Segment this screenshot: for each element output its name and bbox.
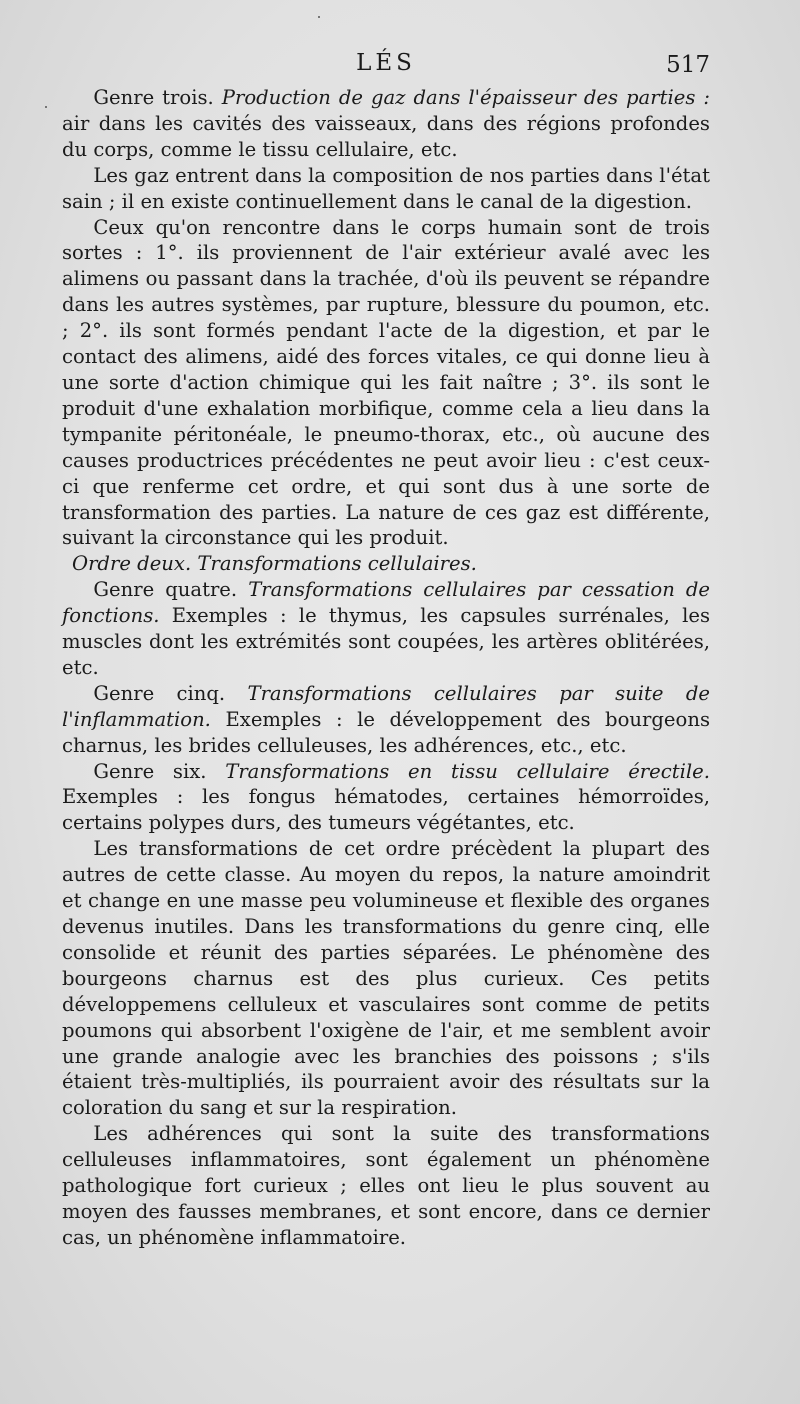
paragraph-text: Exemples : les fongus hématodes, certaines hémorroïdes, certains polypes durs, des tumeurs végétantes, etc. <box>62 785 710 835</box>
paragraph-genre-six <box>62 759 710 837</box>
paragraph-text: Exemples : le thymus, les capsules surrénales, les muscles dont les extrémités sont coupées, les artères oblitérées, etc. <box>62 604 710 679</box>
paragraph-genre-cinq <box>62 681 710 759</box>
genre-title: Transformations cellulaires par cessation de fonctions. <box>62 578 711 628</box>
genre-title: Transformations en tissu cellulaire érectile. <box>225 759 710 783</box>
order-heading-text: Ordre deux. Transformations cellulaires. <box>72 552 477 576</box>
paragraph-genre-quatre <box>62 577 710 681</box>
genre-label: Genre quatre. <box>93 578 238 602</box>
ink-speck <box>318 16 320 18</box>
paragraph-genre-trois <box>62 85 710 163</box>
genre-label: Genre trois. <box>93 86 214 109</box>
paragraph-text: Les gaz entrent dans la composition de nos parties dans l'état sain ; il en existe continuellement dans le canal de la digestion. <box>62 163 710 213</box>
paragraph-adherences <box>62 1121 710 1251</box>
paragraph-trois-sortes <box>62 215 710 552</box>
page-number: 517 <box>666 52 710 78</box>
paragraph-text: Les adhérences qui sont la suite des transformations celluleuses inflammatoires, sont également un phénomène pathologique fort curieux ; elles ont lieu le plus souvent au moyen des fausses membranes, et sont encore, dans ce dernier cas, un phénomène inflammatoire. <box>62 1122 710 1249</box>
paragraph-text: Les transformations de cet ordre précèdent la plupart des autres de cette classe. Au moyen du repos, la nature amoindrit et change en une masse peu volumineuse et flexible des organes devenus inutiles. Dans les transformations du genre cinq, elle consolide et réunit des parties séparées. Le phénomène des bourgeons charnus est des plus curieux. Ces petits développemens celluleux et vasculaires sont comme de petits poumons qui absorbent l'oxigène de l'air, et me semblent avoir une grande analogie avec les branchies des poissons ; s'ils étaient très-multipliés, ils pourraient avoir des résultats sur la coloration du sang et sur la respiration. <box>62 837 710 1120</box>
running-head-title: LÉS <box>356 50 416 76</box>
genre-title: Transformations cellulaires par suite de l'inflammation. <box>62 681 711 731</box>
genre-label: Genre cinq. <box>93 681 226 705</box>
ink-speck <box>45 106 47 108</box>
order-heading <box>62 551 710 577</box>
paragraph-text: Ceux qu'on rencontre dans le corps humain sont de trois sortes : 1°. ils proviennent de l'air extérieur avalé avec les alimens ou passant dans la trachée, d'où ils peuvent se répandre dans les autres systèmes, par rupture, blessure du poumon, etc. ; 2°. ils sont formés pendant l'acte de la digestion, et par le contact des alimens, aidé des forces vitales, ce qui donne lieu à une sorte d'action chimique qui les fait naître ; 3°. ils sont le produit d'une exhalation morbifique, comme cela a lieu dans la tympanite péritonéale, le pneumo-thorax, etc., où aucune des causes productrices précédentes ne peut avoir lieu : c'est ceux-ci que renferme cet ordre, et qui sont dus à une sorte de transformation des parties. La nature de ces gaz est différente, suivant la circonstance qui les produit. <box>62 215 710 550</box>
running-head <box>62 50 710 86</box>
paragraph-gaz-etat-sain <box>62 163 710 215</box>
paragraph-text: Exemples : le développement des bourgeons charnus, les brides celluleuses, les adhérences, etc., etc. <box>62 707 710 757</box>
genre-title: Production de gaz dans l'épaisseur des parties : <box>221 86 710 109</box>
body-text <box>62 85 710 1251</box>
paragraph-text: air dans les cavités des vaisseaux, dans des régions profondes du corps, comme le tissu cellulaire, etc. <box>62 111 710 161</box>
genre-label: Genre six. <box>93 759 207 783</box>
paragraph-transformations-ordre <box>62 836 710 1121</box>
